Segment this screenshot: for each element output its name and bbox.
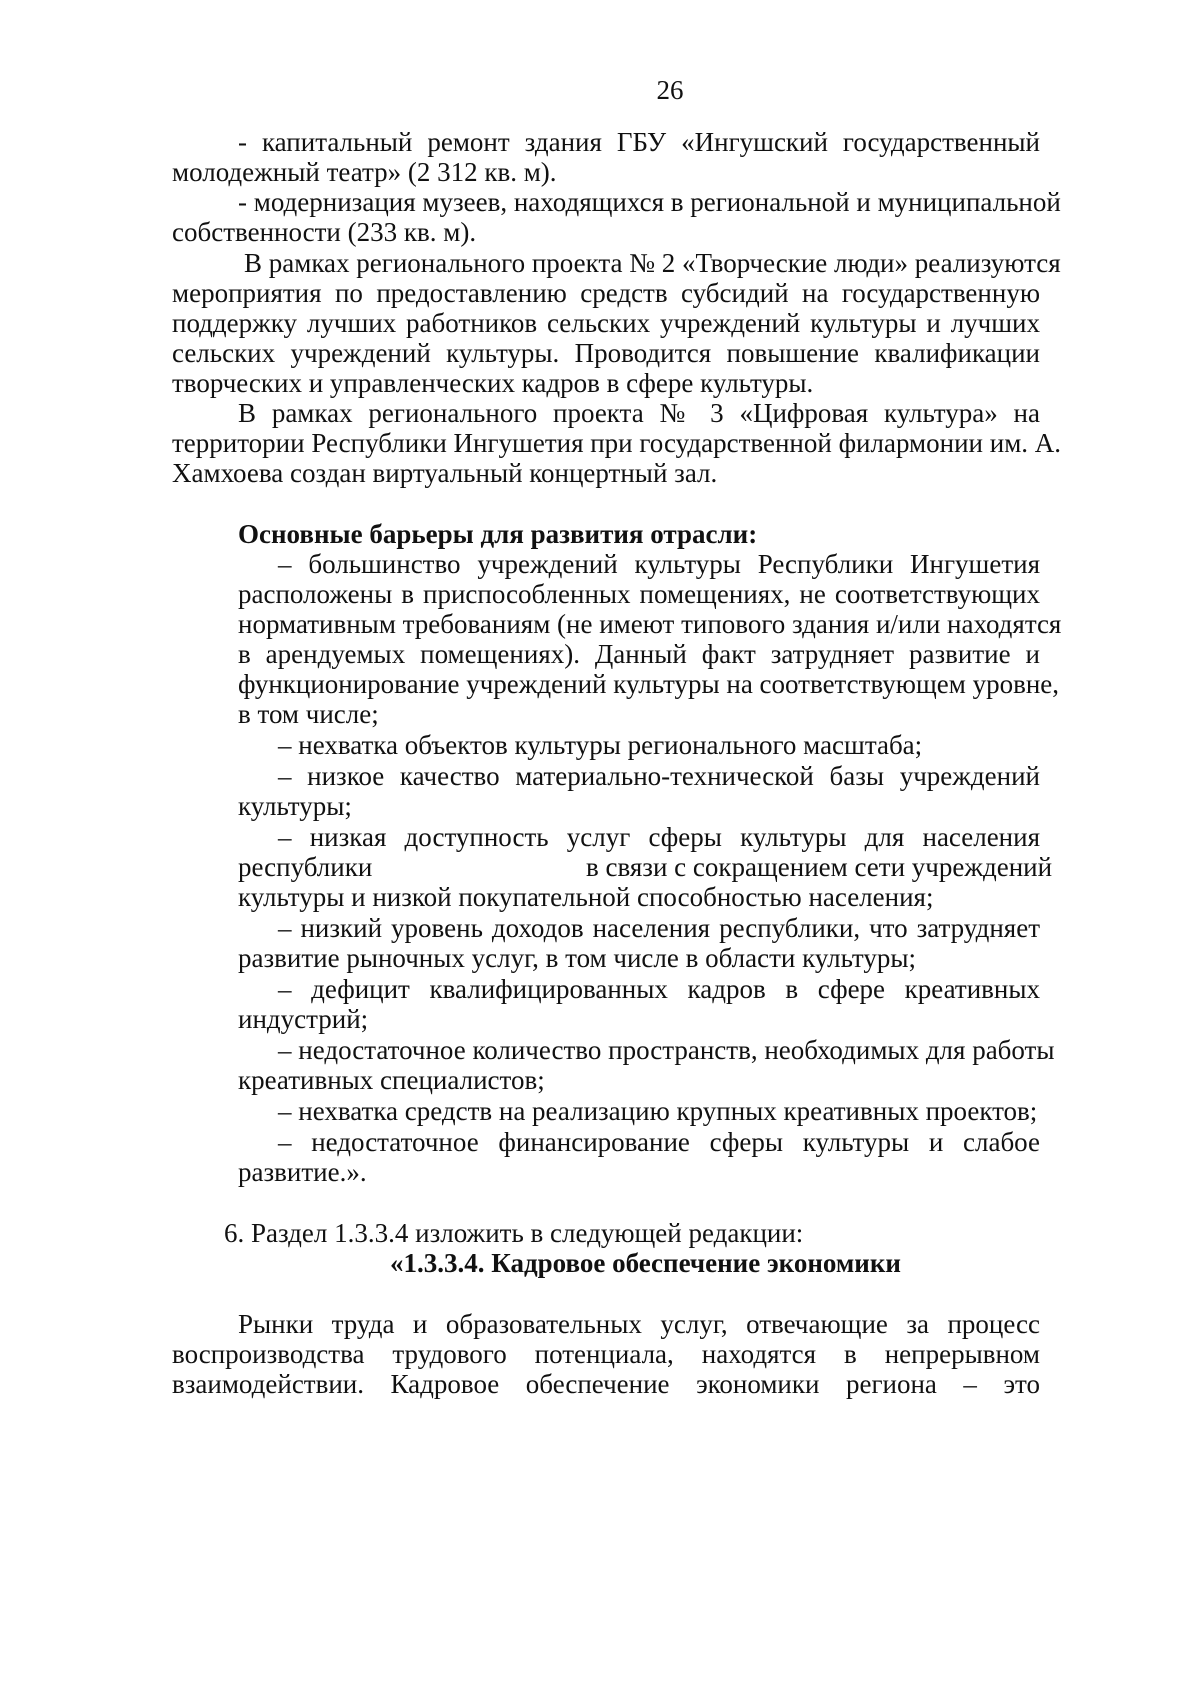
list-item-line: – дефицит квалифицированных кадров в сфере креативных [278, 974, 1040, 1004]
list-item-line: расположены в приспособленных помещениях, не соответствующих [238, 579, 1040, 609]
list-item-line: – недостаточное финансирование сферы культуры и слабое [278, 1127, 1040, 1157]
list-item-line: в арендуемых помещениях). Данный факт затрудняет развитие и [238, 639, 1040, 669]
text-line: сельских учреждений культуры. Проводится повышение квалификации [172, 338, 1040, 368]
list-item-line: – нехватка объектов культуры регионального масштаба; [278, 730, 923, 760]
section-heading: Основные барьеры для развития отрасли: [238, 519, 758, 549]
text-line: собственности (233 кв. м). [172, 217, 477, 247]
text-line: территории Республики Ингушетия при государственной филармонии им. А. [172, 428, 1062, 458]
text-line: Рынки труда и образовательных услуг, отвечающие за процесс [238, 1309, 1040, 1339]
text-line: мероприятия по предоставлению средств субсидий на государственную [172, 278, 1040, 308]
text-line: В рамках регионального проекта № 2 «Творческие люди» реализуются [244, 248, 1061, 278]
page-number: 26 [656, 75, 684, 105]
list-item-line: культуры и низкой покупательной способностью населения; [238, 882, 934, 912]
list-item-line: – недостаточное количество пространств, необходимых для работы [278, 1035, 1055, 1065]
list-item-line: в том числе; [238, 699, 379, 729]
list-item-line: нормативным требованиям (не имеют типового здания и/или находятся [238, 609, 1062, 639]
text-line: - капитальный ремонт здания ГБУ «Ингушский государственный [238, 127, 1040, 157]
list-item-line: индустрий; [238, 1004, 369, 1034]
text-line: поддержку лучших работников сельских учреждений культуры и лучших [172, 308, 1040, 338]
list-item-line: – большинство учреждений культуры Республики Ингушетия [278, 549, 1040, 579]
text-line: воспроизводства трудового потенциала, находятся в непрерывном [172, 1339, 1040, 1369]
list-item-line: развитие рыночных услуг, в том числе в области культуры; [238, 943, 917, 973]
text-line: - модернизация музеев, находящихся в региональной и муниципальной [238, 187, 1061, 217]
text-line: творческих и управленческих кадров в сфере культуры. [172, 368, 814, 398]
list-item-line: функционирование учреждений культуры на соответствующем уровне, [238, 669, 1060, 699]
list-item-line: – нехватка средств на реализацию крупных креативных проектов; [278, 1096, 1038, 1126]
list-item-line: – низкий уровень доходов населения республики, что затрудняет [278, 913, 1040, 943]
list-item-line: развитие.». [238, 1157, 367, 1187]
text-line: взаимодействии. Кадровое обеспечение экономики региона – это [172, 1369, 1040, 1399]
text-line: В рамках регионального проекта № 3 «Цифровая культура» на [238, 398, 1040, 428]
text-line: молодежный театр» (2 312 кв. м). [172, 157, 557, 187]
text-line: Хамхоева создан виртуальный концертный зал. [172, 458, 718, 488]
list-item-line: – низкая доступность услуг сферы культуры для населения [278, 822, 1040, 852]
list-item-line: – низкое качество материально-технической базы учреждений [278, 761, 1040, 791]
list-item-line: креативных специалистов; [238, 1065, 545, 1095]
section-title: «1.3.3.4. Кадровое обеспечение экономики [390, 1248, 901, 1278]
list-item-line: республики [238, 852, 373, 882]
list-item-line: в связи с сокращением сети учреждений [586, 852, 1053, 882]
list-item-line: культуры; [238, 791, 352, 821]
amendment-line: 6. Раздел 1.3.3.4 изложить в следующей редакции: [224, 1218, 804, 1248]
